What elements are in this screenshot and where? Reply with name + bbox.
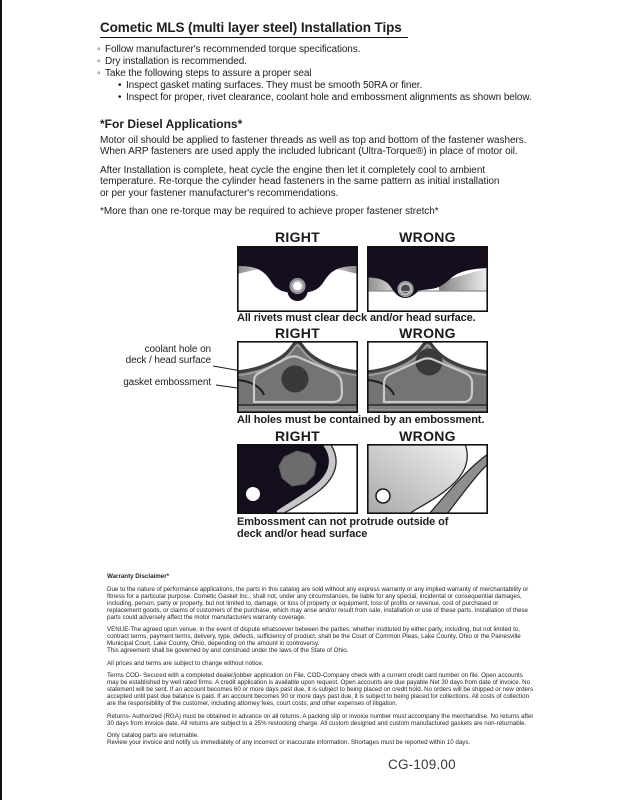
list-item	[97, 44, 567, 56]
page-edge-line	[0, 0, 2, 800]
text-line: coolant hole on	[144, 344, 211, 355]
rivet-wrong-illustration	[367, 246, 488, 312]
installation-tips-list	[97, 44, 567, 104]
diagram-rivet-right	[237, 246, 358, 312]
diagram-hole-right	[237, 341, 358, 413]
diesel-paragraph-2	[100, 165, 570, 199]
text-line: When ARP fasteners are used apply the included lubricant (Ultra-Torque®) in place of motor oil.	[100, 146, 518, 158]
fine-print-paragraph: This agreement shall be governed by and construed under the laws of the State of Ohio.	[107, 647, 349, 655]
text-line: Embossment can not protrude outside of deck	[237, 516, 449, 541]
diesel-applications-heading: *For Diesel Applications*	[100, 117, 243, 131]
list-item-text: Inspect for proper, rivet clearance, coolant hole and embossment alignments as shown below.	[126, 91, 532, 103]
right-label: RIGHT	[274, 229, 321, 245]
wrong-label: WRONG	[399, 428, 456, 444]
right-label: RIGHT	[274, 325, 321, 341]
fine-print-paragraph: Terms COD- Secured with a completed dealer/jobber application on File, COD-Company check with a current credit card number on file. Open accounts may be established by well rated firms. A credit application is available upon request. Open accounts are due payable Net 30 days from date of invoice. No statement will be sent. If an account becomes 60 or more days past due, it is subject to being placed on credit hold. No orders will be shipped or new orders accepted until past due balance is paid. If an account becomes 90 or more days past due, it is subject to being placed for collections. All costs of collection are the responsibility of the customer, including attorney fees, court costs, and other expenses of litigation.	[107, 672, 534, 708]
text-line: gasket embossment	[123, 377, 211, 388]
diagram-protrude-right	[237, 444, 358, 514]
fine-print-paragraph: Returns- Authorized (RGA) must be obtained in advance on all returns. A packing slip or invoice number must accompany the merchandise. No returns after 30 days from invoice date. All returns are subject to a 25% restocking charge. All custom designed and custom manufactured gaskets are non-returnable.	[107, 712, 534, 727]
list-item-text: Follow manufacturer's recommended torque specifications.	[105, 44, 361, 55]
hole-wrong-illustration	[367, 341, 488, 413]
list-item	[97, 56, 567, 68]
hole-right-illustration	[237, 341, 358, 413]
text-line: Motor oil should be applied to fastener threads as well as top and bottom of the fastener washers.	[100, 135, 527, 146]
warranty-disclaimer-section	[107, 574, 534, 753]
text-line: and/or head surface	[264, 528, 368, 541]
list-item	[118, 80, 567, 92]
gasket-embossment-label	[40, 377, 211, 388]
dot-bullet-icon: •	[118, 91, 122, 103]
list-item-text: Take the following steps to assure a proper seal	[105, 67, 312, 79]
text-line: temperature. Re-torque the cylinder head fasteners in the same pattern as initial installation	[100, 176, 500, 188]
list-item	[118, 92, 567, 104]
protrude-wrong-illustration	[367, 444, 488, 514]
fine-print-paragraph: VENUE-The agreed upon venue, in the event of dispute whatsoever between the parties, whether instituted by either party, including, but not limited to, contract terms, payment terms, delivery, type, defects, sufficiency of product, shall be the Court of Common Pleas, Lake County, Ohio or the Painesville Municipal Court, Lake County, Ohio, depending on the amount in controversy.	[107, 626, 521, 648]
text-line: or per your fastener manufacturer's recommendations.	[100, 187, 339, 199]
page-title: Cometic MLS (multi layer steel) Installation Tips	[100, 20, 408, 38]
text-line: After Installation is complete, heat cycle the engine then let it completely cool to ambient	[100, 165, 486, 176]
rivet-caption: All rivets must clear deck and/or head surface.	[237, 312, 476, 324]
text-line: *More than one re-torque may be required to achieve proper fastener stretch*	[100, 206, 439, 217]
page-number: CG-109.00	[388, 757, 456, 772]
rivet-right-illustration	[237, 246, 358, 312]
text-line: deck / head surface	[125, 355, 211, 366]
diagram-rivet-wrong	[367, 246, 488, 312]
right-label: RIGHT	[274, 428, 321, 444]
fine-print-paragraph: Review your invoice and notify us immediately of any incorrect or inaccurate information. Shortages must be reported within 10 days.	[107, 739, 471, 747]
circle-bullet-icon: ◦	[97, 55, 101, 67]
diagram-protrude-wrong	[367, 444, 488, 514]
diagram-hole-wrong	[367, 341, 488, 413]
protrude-caption	[237, 516, 467, 540]
list-item-text: Dry installation is recommended.	[105, 55, 247, 67]
warranty-disclaimer-heading: Warranty Disclaimer*	[107, 573, 170, 580]
circle-bullet-icon: ◦	[97, 44, 101, 55]
diesel-paragraph-1	[100, 135, 570, 158]
wrong-label: WRONG	[399, 325, 456, 341]
fine-print-paragraph: Due to the nature of performance applications, the parts in this catalog are sold without any express warranty or any implied warranty of merchantability or fitness for a particular purpose. Cometic Gasket Inc., shall not, under any circumstances, be liable for any special, incidental or consequential damages, including, person, party or property, but not limited to, damage, or loss of property or equipment, loss of profits or revenue, cost of purchased or replacement goods, or claims of customers of the purchase, which may arise and/or result from sale, installation or use of these parts. Installation of these parts could adversely affect the motor manufacturers warranty coverage.	[107, 585, 529, 621]
hole-caption: All holes must be contained by an embossment.	[237, 414, 485, 426]
coolant-hole-label	[40, 344, 211, 366]
retorque-note	[100, 206, 570, 217]
fine-print-paragraph: Only catalog parts are returnable.	[107, 732, 199, 740]
dot-bullet-icon: •	[118, 79, 122, 91]
list-item	[97, 68, 567, 80]
wrong-label: WRONG	[399, 229, 456, 245]
list-item-text: Inspect gasket mating surfaces. They must be smooth 50RA or finer.	[126, 79, 423, 91]
circle-bullet-icon: ◦	[97, 67, 101, 79]
protrude-right-illustration	[237, 444, 358, 514]
fine-print-paragraph: All prices and terms are subject to change without notice.	[107, 659, 264, 667]
